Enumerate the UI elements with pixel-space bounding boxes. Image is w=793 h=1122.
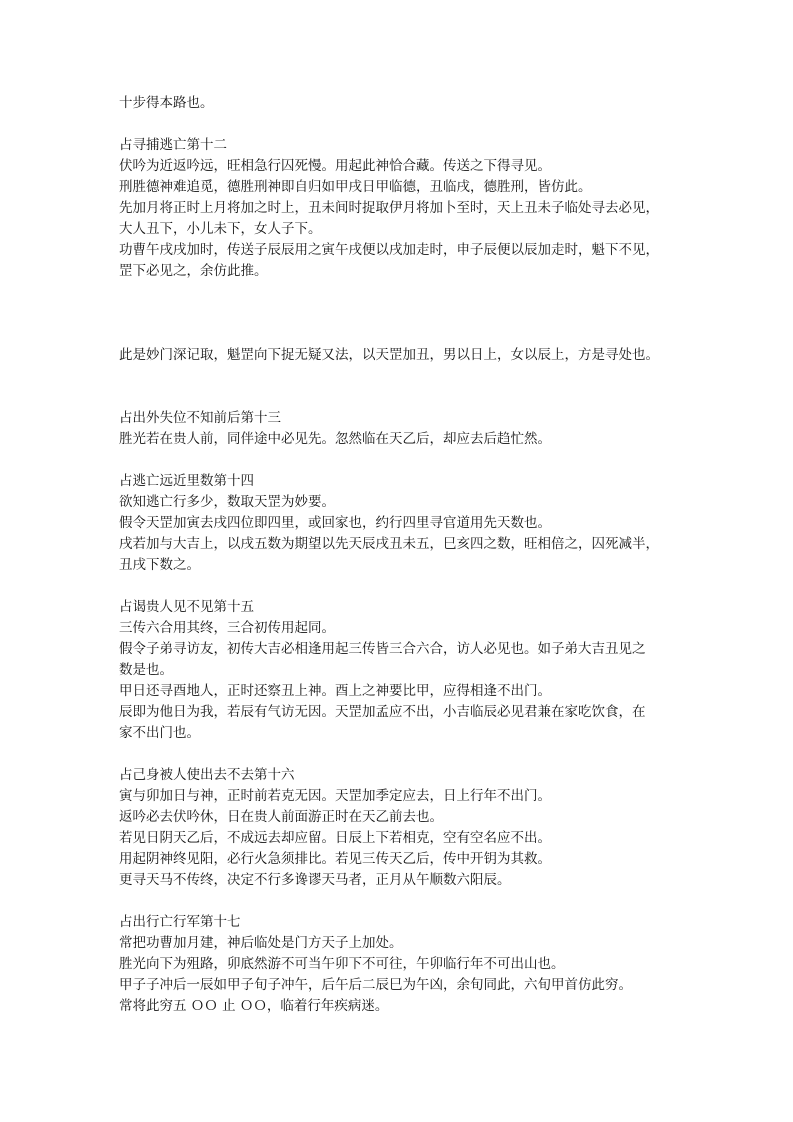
section-14-line-2: 假令天罡加寅去戌四位即四里，或回家也，约行四里寻官道用先天数也。 (119, 515, 551, 531)
section-15-line-5: 辰即为他日为我，若辰有气访无因。天罡加孟应不出，小吉临辰必见君兼在家吃饮食，在 (119, 704, 646, 720)
section-12-line-1: 伏吟为近返吟远，旺相急行囚死慢。用起此神恰合藏。传送之下得寻见。 (119, 158, 551, 174)
document-body (119, 93, 679, 1017)
section-15-line-6: 家不出门也。 (119, 725, 200, 741)
section-14-line-4: 丑戌下数之。 (119, 557, 200, 573)
section-17-line-2: 胜光向下为殂路，卯底然游不可当午卯下不可往，午卯临行年不可出山也。 (119, 956, 565, 972)
section-16-line-4: 用起阴神终见阳，必行火急须排比。若见三传天乙后，传中开钥为其救。 (119, 851, 551, 867)
section-17-line-4: 常将此穷五 ＯＯ 止 ＯＯ，临着行年疾病迷。 (119, 998, 389, 1014)
section-heading-15: 占谒贵人见不见第十五 (119, 599, 254, 615)
section-12-line-5: 功曹午戌戌加时，传送子辰辰用之寅午戌便以戌加走时，申子辰便以辰加走时，魁下不见， (119, 242, 659, 258)
section-16-line-1: 寅与卯加日与神，正时前若克无因。天罡加季定应去，日上行年不出门。 (119, 788, 551, 804)
section-16-line-2: 返吟必去伏吟休，日在贵人前面游正时在天乙前去也。 (119, 809, 443, 825)
section-12-line-6: 罡下必见之，余仿此推。 (119, 263, 268, 279)
section-heading-14: 占逃亡远近里数第十四 (119, 473, 254, 489)
section-14-line-1: 欲知逃亡行多少，数取天罡为妙要。 (119, 494, 335, 510)
section-heading-17: 占出行亡行军第十七 (119, 914, 241, 930)
section-14-line-3: 戌若加与大吉上，以戌五数为期望以先天辰戌丑未五，巳亥四之数，旺相倍之，囚死减半， (119, 536, 659, 552)
section-17-line-1: 常把功曹加月建，神后临处是门方天子上加处。 (119, 935, 403, 951)
section-12-line-2: 刑胜德神难追觅，德胜刑神即自归如甲戌日甲临德，丑临戌，德胜刑，皆仿此。 (119, 179, 592, 195)
section-12-line-3: 先加月将正时上月将加之时上，丑未间时捉取伊月将加卜至时，天上丑未子临处寻去必见， (119, 200, 659, 216)
section-16-line-3: 若见日阴天乙后，不成远去却应留。日辰上下若相克，空有空名应不出。 (119, 830, 551, 846)
section-heading-16: 占己身被人使出去不去第十六 (119, 767, 295, 783)
section-12-line-4: 大人丑下，小儿未下，女人子下。 (119, 221, 322, 237)
section-13-line-1: 胜光若在贵人前，同伴途中必见先。忽然临在天乙后，却应去后趋忙然。 (119, 431, 551, 447)
section-heading-12: 占寻捕逃亡第十二 (119, 137, 227, 153)
section-15-line-4: 甲日还寻酉地人，正时还察丑上神。酉上之神要比甲，应得相逢不出门。 (119, 683, 551, 699)
section-16-line-5: 更寻天马不传终，决定不行多谗谬天马者，正月从午顺数六阳辰。 (119, 872, 511, 888)
section-15-line-1: 三传六合用其终，三合初传用起同。 (119, 620, 335, 636)
note-line: 此是妙门深记取，魁罡向下捉无疑又法，以天罡加丑，男以日上，女以辰上，方是寻处也。 (119, 347, 659, 363)
section-15-line-3: 数是也。 (119, 662, 173, 678)
section-17-line-3: 甲子子冲后一辰如甲子旬子冲午，后午后二辰巳为午凶，余旬同此，六旬甲首仿此穷。 (119, 977, 632, 993)
intro-line: 十步得本路也。 (119, 95, 214, 111)
section-heading-13: 占出外失位不知前后第十三 (119, 410, 281, 426)
section-15-line-2: 假令子弟寻访友，初传大吉必相逢用起三传皆三合六合，访人必见也。如子弟大吉丑见之 (119, 641, 646, 657)
